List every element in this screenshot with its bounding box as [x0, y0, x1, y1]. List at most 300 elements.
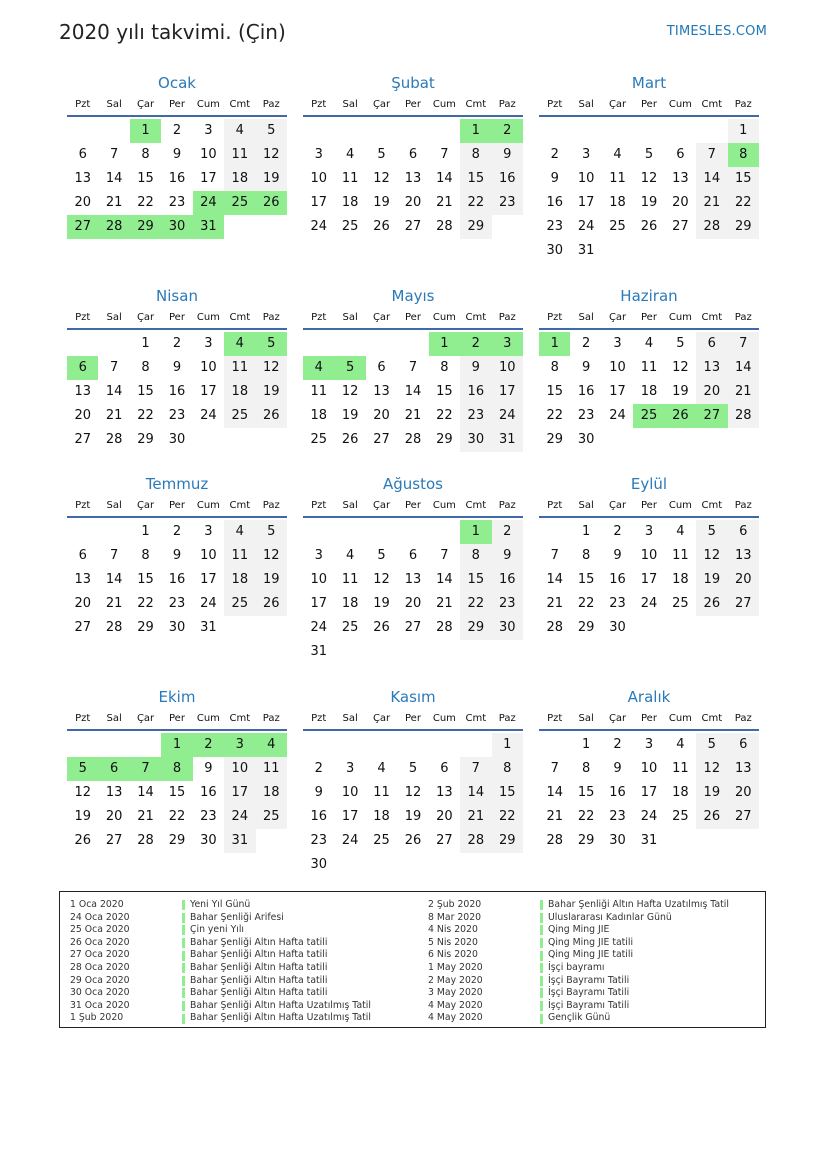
- weekday-label: Çar: [136, 99, 155, 110]
- day-cell: 6: [696, 332, 727, 356]
- day-cell: 21: [728, 380, 759, 404]
- day-grid: [67, 332, 287, 452]
- day-cell: 10: [640, 761, 658, 776]
- empty-cell: [665, 119, 696, 143]
- day-cell: 30: [460, 428, 491, 452]
- legend-holiday-name: Gençlik Günü: [548, 1012, 611, 1024]
- empty-cell: [67, 119, 98, 143]
- holiday-color-marker: [182, 938, 185, 948]
- day-cell: 12: [256, 544, 287, 568]
- day-cell: 11: [341, 171, 359, 186]
- day-cell: 25: [373, 833, 390, 848]
- day-cell: 4: [224, 520, 255, 544]
- day-cell: 20: [672, 195, 689, 210]
- day-cell: 23: [546, 219, 563, 234]
- legend-date: 29 Oca 2020: [70, 974, 130, 986]
- day-cell: 25: [672, 596, 689, 611]
- day-cell: 1: [728, 119, 759, 143]
- day-cell: 1: [141, 524, 150, 539]
- day-cell: 8: [492, 757, 523, 781]
- month-name: Ekim: [158, 688, 196, 706]
- day-grid: [303, 520, 523, 664]
- holiday-color-marker: [182, 988, 185, 998]
- month-4: [67, 286, 287, 452]
- legend-date: 1 Oca 2020: [70, 899, 124, 910]
- day-cell: 7: [440, 548, 449, 563]
- legend-row: [70, 949, 371, 962]
- holiday-day-cell: 1: [539, 332, 570, 356]
- weekday-label: Çar: [372, 713, 391, 724]
- day-cell: 18: [310, 408, 327, 423]
- day-cell: 5: [377, 147, 386, 162]
- day-cell: 2: [172, 123, 182, 138]
- day-cell: 6: [408, 548, 418, 563]
- month-name: Ocak: [158, 74, 196, 92]
- weekday-label: Çar: [372, 99, 391, 110]
- weekday-label: Per: [405, 312, 421, 323]
- weekday-label: Cmt: [701, 99, 723, 110]
- weekday-label: Cum: [668, 500, 692, 511]
- legend-row: [70, 1000, 371, 1013]
- legend-date: 3 May 2020: [428, 987, 483, 999]
- weekday-header: [303, 711, 523, 731]
- month-name: Mayıs: [391, 287, 435, 305]
- month-name: Haziran: [620, 287, 678, 305]
- day-cell: 14: [105, 171, 123, 186]
- day-cell: 27: [728, 592, 759, 616]
- legend-holiday-name: Bahar Şenliği Altın Hafta tatili: [190, 949, 328, 961]
- day-cell: 21: [696, 191, 727, 215]
- day-cell: 11: [224, 143, 255, 167]
- weekday-label: Sal: [578, 500, 594, 511]
- day-cell: 17: [640, 572, 658, 587]
- day-cell: 11: [672, 761, 689, 776]
- holiday-day-cell: 25: [224, 191, 255, 215]
- day-cell: 10: [200, 147, 217, 162]
- day-cell: 2: [314, 761, 323, 776]
- holiday-color-marker: [540, 938, 543, 948]
- legend-row: [70, 937, 371, 950]
- day-cell: 20: [728, 568, 759, 592]
- day-cell: 8: [141, 360, 150, 375]
- day-cell: 22: [546, 408, 563, 423]
- day-cell: 14: [460, 781, 491, 805]
- weekday-label: Pzt: [547, 713, 563, 724]
- weekday-label: Cum: [432, 500, 456, 511]
- day-grid: [303, 332, 523, 452]
- day-cell: 8: [141, 548, 150, 563]
- day-cell: 7: [460, 757, 491, 781]
- month-6: [539, 286, 759, 452]
- day-cell: 29: [577, 620, 595, 635]
- day-cell: 18: [341, 195, 359, 210]
- day-cell: 10: [224, 757, 255, 781]
- day-cell: 24: [224, 805, 255, 829]
- day-cell: 25: [224, 592, 255, 616]
- day-cell: 26: [341, 432, 359, 447]
- weekday-label: Sal: [106, 99, 122, 110]
- day-cell: 12: [373, 572, 390, 587]
- day-cell: 9: [204, 761, 213, 776]
- legend-row: [70, 962, 371, 975]
- day-cell: 16: [168, 384, 186, 399]
- day-cell: 9: [550, 171, 559, 186]
- empty-cell: [67, 332, 98, 356]
- day-cell: 11: [224, 544, 255, 568]
- holiday-color-marker: [540, 963, 543, 973]
- holiday-day-cell: 30: [161, 215, 192, 239]
- day-cell: 14: [696, 167, 727, 191]
- day-cell: 29: [460, 215, 491, 239]
- empty-cell: [334, 119, 365, 143]
- day-cell: 2: [550, 147, 559, 162]
- day-cell: 4: [345, 147, 355, 162]
- day-cell: 23: [609, 596, 626, 611]
- day-cell: 17: [492, 380, 523, 404]
- holiday-legend: [59, 891, 766, 1028]
- legend-holiday-name: Bahar Şenliği Altın Hafta Uzatılmış Tatil: [190, 999, 371, 1011]
- day-cell: 30: [200, 833, 217, 848]
- day-cell: 31: [577, 243, 595, 258]
- weekday-label: Per: [405, 500, 421, 511]
- day-cell: 6: [377, 360, 386, 375]
- month-name: Temmuz: [145, 475, 209, 493]
- empty-cell: [602, 119, 633, 143]
- legend-row: [428, 962, 729, 975]
- legend-column-left: [70, 899, 371, 1025]
- day-cell: 2: [613, 737, 622, 752]
- day-cell: 20: [436, 809, 453, 824]
- weekday-label: Paz: [498, 312, 516, 323]
- weekday-header: [539, 97, 759, 117]
- weekday-label: Cmt: [701, 312, 723, 323]
- month-name: Kasım: [390, 688, 436, 706]
- holiday-color-marker: [540, 988, 543, 998]
- day-cell: 22: [492, 805, 523, 829]
- day-cell: 12: [74, 785, 91, 800]
- legend-holiday-name: Qing Ming JIE tatili: [548, 949, 634, 961]
- day-cell: 25: [341, 620, 359, 635]
- day-cell: 12: [341, 384, 359, 399]
- day-cell: 27: [728, 805, 759, 829]
- weekday-label: Pzt: [75, 713, 91, 724]
- day-cell: 29: [546, 432, 563, 447]
- day-cell: 19: [256, 568, 287, 592]
- day-cell: 6: [408, 147, 418, 162]
- day-cell: 11: [609, 171, 626, 186]
- weekday-label: Per: [169, 713, 185, 724]
- holiday-day-cell: 29: [130, 215, 161, 239]
- legend-holiday-name: Yeni Yıl Günü: [190, 899, 251, 910]
- holiday-day-cell: 4: [224, 332, 255, 356]
- day-cell: 5: [676, 336, 685, 351]
- day-cell: 13: [404, 572, 422, 587]
- empty-cell: [67, 520, 98, 544]
- empty-cell: [539, 119, 570, 143]
- day-cell: 14: [436, 572, 453, 587]
- day-cell: 10: [200, 360, 217, 375]
- day-cell: 12: [373, 171, 390, 186]
- day-cell: 4: [377, 761, 386, 776]
- weekday-label: Cmt: [701, 713, 723, 724]
- day-cell: 22: [728, 191, 759, 215]
- holiday-day-cell: 24: [193, 191, 224, 215]
- day-cell: 12: [696, 544, 727, 568]
- day-cell: 9: [581, 360, 591, 375]
- day-cell: 5: [408, 761, 418, 776]
- day-grid: [67, 520, 287, 640]
- day-cell: 7: [109, 360, 119, 375]
- day-cell: 16: [168, 572, 186, 587]
- day-cell: 9: [460, 356, 491, 380]
- day-cell: 11: [256, 757, 287, 781]
- day-cell: 14: [404, 384, 422, 399]
- day-grid: [303, 119, 523, 239]
- holiday-day-cell: 1: [161, 733, 192, 757]
- day-cell: 3: [644, 524, 654, 539]
- legend-row: [428, 899, 729, 912]
- day-cell: 19: [256, 167, 287, 191]
- weekday-label: Cum: [196, 500, 220, 511]
- weekday-label: Per: [169, 500, 185, 511]
- day-cell: 1: [492, 733, 523, 757]
- day-cell: 26: [256, 592, 287, 616]
- month-10: [67, 687, 287, 853]
- day-cell: 17: [310, 195, 327, 210]
- holiday-day-cell: 5: [256, 332, 287, 356]
- day-grid: [539, 733, 759, 853]
- empty-cell: [303, 520, 334, 544]
- day-cell: 23: [200, 809, 217, 824]
- day-cell: 13: [373, 384, 390, 399]
- day-cell: 23: [577, 408, 595, 423]
- weekday-label: Çar: [608, 500, 627, 511]
- day-cell: 14: [546, 785, 563, 800]
- legend-row: [428, 912, 729, 925]
- day-cell: 28: [404, 432, 422, 447]
- weekday-label: Çar: [608, 713, 627, 724]
- weekday-label: Pzt: [311, 99, 327, 110]
- day-cell: 22: [436, 408, 453, 423]
- legend-row: [428, 924, 729, 937]
- day-cell: 8: [581, 548, 591, 563]
- day-cell: 26: [404, 833, 422, 848]
- day-cell: 30: [492, 616, 523, 640]
- day-cell: 30: [310, 857, 327, 872]
- weekday-label: Pzt: [547, 99, 563, 110]
- day-cell: 30: [546, 243, 563, 258]
- day-cell: 28: [460, 829, 491, 853]
- day-cell: 6: [728, 733, 759, 757]
- legend-holiday-name: İşçi bayramı: [548, 961, 605, 973]
- day-grid: [303, 733, 523, 877]
- legend-date: 4 Nis 2020: [428, 924, 478, 936]
- weekday-label: Paz: [262, 500, 280, 511]
- day-cell: 4: [224, 119, 255, 143]
- holiday-color-marker: [182, 925, 185, 935]
- day-cell: 1: [141, 336, 150, 351]
- day-cell: 9: [492, 143, 523, 167]
- holiday-color-marker: [540, 913, 543, 923]
- weekday-label: Pzt: [311, 713, 327, 724]
- holiday-day-cell: 1: [429, 332, 460, 356]
- day-cell: 3: [314, 147, 323, 162]
- day-cell: 15: [546, 384, 563, 399]
- legend-row: [428, 987, 729, 1000]
- legend-date: 8 Mar 2020: [428, 911, 482, 923]
- weekday-label: Cum: [668, 99, 692, 110]
- day-cell: 15: [460, 167, 491, 191]
- day-cell: 10: [492, 356, 523, 380]
- day-cell: 19: [373, 596, 390, 611]
- weekday-label: Paz: [262, 99, 280, 110]
- day-cell: 19: [696, 781, 727, 805]
- empty-cell: [397, 733, 428, 757]
- day-cell: 20: [404, 596, 422, 611]
- day-cell: 21: [105, 195, 123, 210]
- day-cell: 8: [550, 360, 559, 375]
- day-cell: 13: [74, 572, 91, 587]
- weekday-label: Cmt: [229, 713, 251, 724]
- day-cell: 22: [577, 809, 595, 824]
- day-cell: 3: [613, 336, 622, 351]
- day-cell: 7: [408, 360, 418, 375]
- day-cell: 16: [492, 167, 523, 191]
- holiday-day-cell: 1: [460, 119, 491, 143]
- day-cell: 16: [609, 785, 626, 800]
- day-cell: 7: [550, 548, 559, 563]
- day-cell: 5: [256, 520, 287, 544]
- empty-cell: [366, 733, 397, 757]
- day-cell: 22: [460, 592, 491, 616]
- month-name: Mart: [631, 74, 667, 92]
- day-cell: 17: [200, 572, 217, 587]
- day-cell: 19: [74, 809, 91, 824]
- legend-row: [428, 949, 729, 962]
- legend-holiday-name: Bahar Şenliği Altın Hafta tatili: [190, 987, 328, 999]
- day-cell: 20: [404, 195, 422, 210]
- weekday-label: Per: [169, 312, 185, 323]
- day-cell: 13: [728, 544, 759, 568]
- weekday-label: Pzt: [311, 500, 327, 511]
- day-cell: 23: [492, 592, 523, 616]
- day-cell: 22: [137, 596, 154, 611]
- month-2: [303, 73, 523, 239]
- empty-cell: [130, 733, 161, 757]
- weekday-label: Sal: [342, 500, 358, 511]
- weekday-label: Per: [641, 99, 657, 110]
- day-cell: 8: [141, 147, 150, 162]
- day-cell: 11: [373, 785, 390, 800]
- holiday-day-cell: 28: [98, 215, 129, 239]
- day-cell: 19: [640, 195, 658, 210]
- holiday-color-marker: [540, 925, 543, 935]
- day-cell: 29: [168, 833, 186, 848]
- day-cell: 20: [74, 408, 91, 423]
- day-cell: 3: [581, 147, 591, 162]
- day-cell: 24: [609, 408, 626, 423]
- legend-date: 1 May 2020: [428, 961, 483, 973]
- day-cell: 29: [137, 620, 154, 635]
- weekday-label: Cum: [196, 99, 220, 110]
- holiday-color-marker: [182, 913, 185, 923]
- legend-date: 24 Oca 2020: [70, 911, 130, 923]
- day-cell: 15: [577, 572, 595, 587]
- weekday-label: Paz: [734, 99, 752, 110]
- day-cell: 15: [460, 568, 491, 592]
- day-cell: 18: [672, 785, 689, 800]
- day-cell: 12: [696, 757, 727, 781]
- holiday-day-cell: 5: [334, 356, 365, 380]
- weekday-label: Paz: [734, 312, 752, 323]
- day-cell: 4: [345, 548, 355, 563]
- day-cell: 11: [341, 572, 359, 587]
- day-cell: 27: [105, 833, 123, 848]
- legend-holiday-name: Çin yeni Yılı: [190, 924, 245, 936]
- empty-cell: [98, 520, 129, 544]
- day-cell: 18: [341, 596, 359, 611]
- empty-cell: [334, 332, 365, 356]
- month-name: Şubat: [391, 74, 435, 92]
- weekday-label: Çar: [372, 500, 391, 511]
- legend-row: [428, 1012, 729, 1025]
- empty-cell: [696, 119, 727, 143]
- day-cell: 23: [168, 195, 186, 210]
- day-cell: 17: [310, 596, 327, 611]
- legend-row: [70, 975, 371, 988]
- page-title: 2020 yılı takvimi. (Çin): [59, 20, 286, 44]
- day-cell: 31: [224, 829, 255, 853]
- legend-date: 30 Oca 2020: [70, 987, 130, 999]
- month-8: [303, 474, 523, 664]
- empty-cell: [397, 332, 428, 356]
- weekday-label: Per: [405, 99, 421, 110]
- day-cell: 21: [436, 596, 453, 611]
- day-cell: 30: [609, 620, 626, 635]
- legend-holiday-name: Bahar Şenliği Altın Hafta Uzatılmış Tatil: [190, 1012, 371, 1024]
- empty-cell: [366, 520, 397, 544]
- day-cell: 31: [310, 644, 327, 659]
- weekday-header: [539, 310, 759, 330]
- legend-date: 26 Oca 2020: [70, 936, 130, 948]
- day-grid: [539, 520, 759, 640]
- weekday-label: Paz: [498, 713, 516, 724]
- day-cell: 25: [224, 404, 255, 428]
- day-cell: 24: [640, 809, 658, 824]
- day-cell: 26: [696, 805, 727, 829]
- day-cell: 4: [644, 336, 654, 351]
- day-cell: 30: [168, 620, 186, 635]
- month-5: [303, 286, 523, 452]
- weekday-header: [67, 310, 287, 330]
- day-cell: 21: [105, 596, 123, 611]
- day-cell: 2: [581, 336, 591, 351]
- empty-cell: [67, 733, 98, 757]
- day-cell: 17: [224, 781, 255, 805]
- day-cell: 15: [137, 384, 154, 399]
- holiday-color-marker: [182, 1001, 185, 1011]
- site-link[interactable]: TIMESLES.COM: [666, 24, 767, 39]
- day-cell: 22: [577, 596, 595, 611]
- weekday-label: Per: [641, 312, 657, 323]
- day-cell: 6: [676, 147, 685, 162]
- day-cell: 3: [204, 524, 213, 539]
- legend-date: 4 May 2020: [428, 1012, 483, 1024]
- day-cell: 10: [609, 360, 626, 375]
- day-cell: 22: [137, 195, 154, 210]
- legend-holiday-name: Qing Ming JIE: [548, 924, 610, 936]
- day-cell: 22: [137, 408, 154, 423]
